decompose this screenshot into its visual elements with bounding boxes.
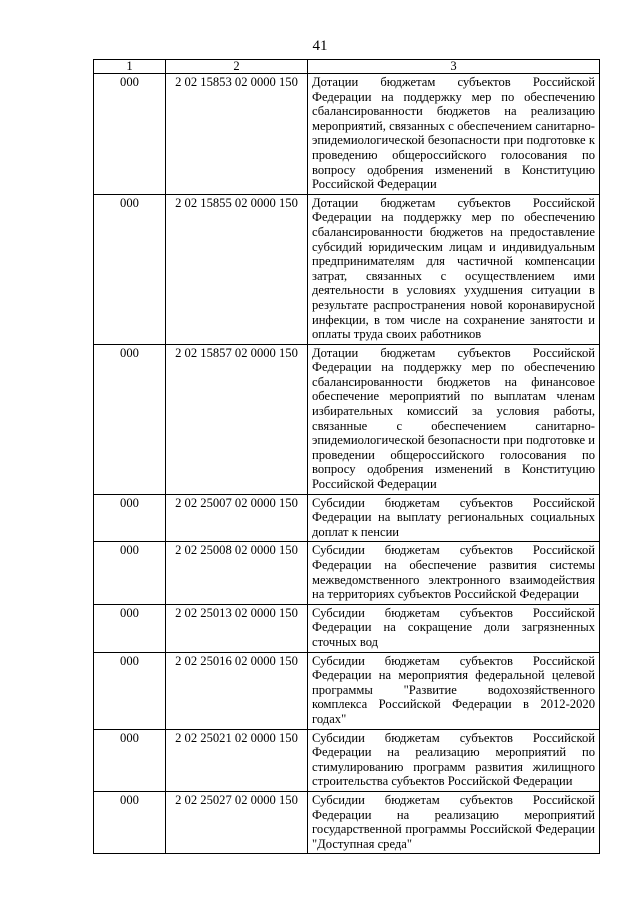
table-row	[94, 542, 600, 604]
table-row	[94, 74, 600, 195]
admin-code-cell: 000	[94, 791, 166, 853]
budget-classification-code-cell: 2 02 15853 02 0000 150	[166, 74, 308, 195]
table-header-row	[94, 60, 600, 74]
admin-code-cell: 000	[94, 729, 166, 791]
admin-code-cell: 000	[94, 494, 166, 542]
revenue-description-cell: Дотации бюджетам субъектов Российской Федерации на поддержку мер по обеспечению сбалансированности бюджетов на предоставление субсидий юридическим лицам и индивидуальным предпринимателям для частичной компенсации затрат, связанных с осуществлением ими деятельности в условиях ухудшения ситуации в результате распространения новой коронавирусной инфекции, в том числе на сохранение занятости и оплаты труда своих работников	[308, 194, 600, 344]
table-row	[94, 791, 600, 853]
budget-classification-code-cell: 2 02 25016 02 0000 150	[166, 652, 308, 729]
table-row	[94, 494, 600, 542]
revenue-description-cell: Субсидии бюджетам субъектов Российской Федерации на обеспечение развития системы межведомственного электронного взаимодействия на территориях субъектов Российской Федерации	[308, 542, 600, 604]
admin-code-cell: 000	[94, 542, 166, 604]
table-row	[94, 604, 600, 652]
budget-classification-code-cell: 2 02 25013 02 0000 150	[166, 604, 308, 652]
revenue-description-cell: Субсидии бюджетам субъектов Российской Федерации на сокращение доли загрязненных сточных вод	[308, 604, 600, 652]
revenue-description-cell: Дотации бюджетам субъектов Российской Федерации на поддержку мер по обеспечению сбалансированности бюджетов на реализацию мероприятий, связанных с обеспечением санитарно-эпидемиологической безопасности при подготовке к проведению общероссийского голосования по вопросу одобрения изменений в Конституцию Российской Федерации	[308, 74, 600, 195]
revenue-description-cell: Субсидии бюджетам субъектов Российской Федерации на реализацию мероприятий по стимулированию программ развития жилищного строительства субъектов Российской Федерации	[308, 729, 600, 791]
revenue-description-cell: Субсидии бюджетам субъектов Российской Федерации на мероприятия федеральной целевой программы "Развитие водохозяйственного комплекса Российской Федерации в 2012-2020 годах"	[308, 652, 600, 729]
column-header-2: 2	[166, 60, 308, 74]
budget-classification-code-cell: 2 02 15857 02 0000 150	[166, 344, 308, 494]
admin-code-cell: 000	[94, 344, 166, 494]
admin-code-cell: 000	[94, 604, 166, 652]
admin-code-cell: 000	[94, 652, 166, 729]
revenue-description-cell: Дотации бюджетам субъектов Российской Федерации на поддержку мер по обеспечению сбалансированности бюджетов на финансовое обеспечение мероприятий по выплатам членам избирательных комиссий за условия работы, связанные с обеспечением санитарно-эпидемиологической безопасности при подготовке и проведении общероссийского голосования по вопросу одобрения изменений в Конституцию Российской Федерации	[308, 344, 600, 494]
column-header-3: 3	[308, 60, 600, 74]
budget-classification-code-cell: 2 02 15855 02 0000 150	[166, 194, 308, 344]
budget-classification-code-cell: 2 02 25007 02 0000 150	[166, 494, 308, 542]
column-header-1: 1	[94, 60, 166, 74]
budget-classification-code-cell: 2 02 25008 02 0000 150	[166, 542, 308, 604]
table-row	[94, 729, 600, 791]
table-row	[94, 652, 600, 729]
budget-classification-code-cell: 2 02 25021 02 0000 150	[166, 729, 308, 791]
page-number: 41	[312, 38, 328, 54]
revenue-description-cell: Субсидии бюджетам субъектов Российской Федерации на реализацию мероприятий государственной программы Российской Федерации "Доступная среда"	[308, 791, 600, 853]
admin-code-cell: 000	[94, 74, 166, 195]
table-row	[94, 344, 600, 494]
budget-classification-code-cell: 2 02 25027 02 0000 150	[166, 791, 308, 853]
table-row	[94, 194, 600, 344]
budget-codes-table	[93, 59, 600, 854]
revenue-description-cell: Субсидии бюджетам субъектов Российской Федерации на выплату региональных социальных доплат к пенсии	[308, 494, 600, 542]
admin-code-cell: 000	[94, 194, 166, 344]
